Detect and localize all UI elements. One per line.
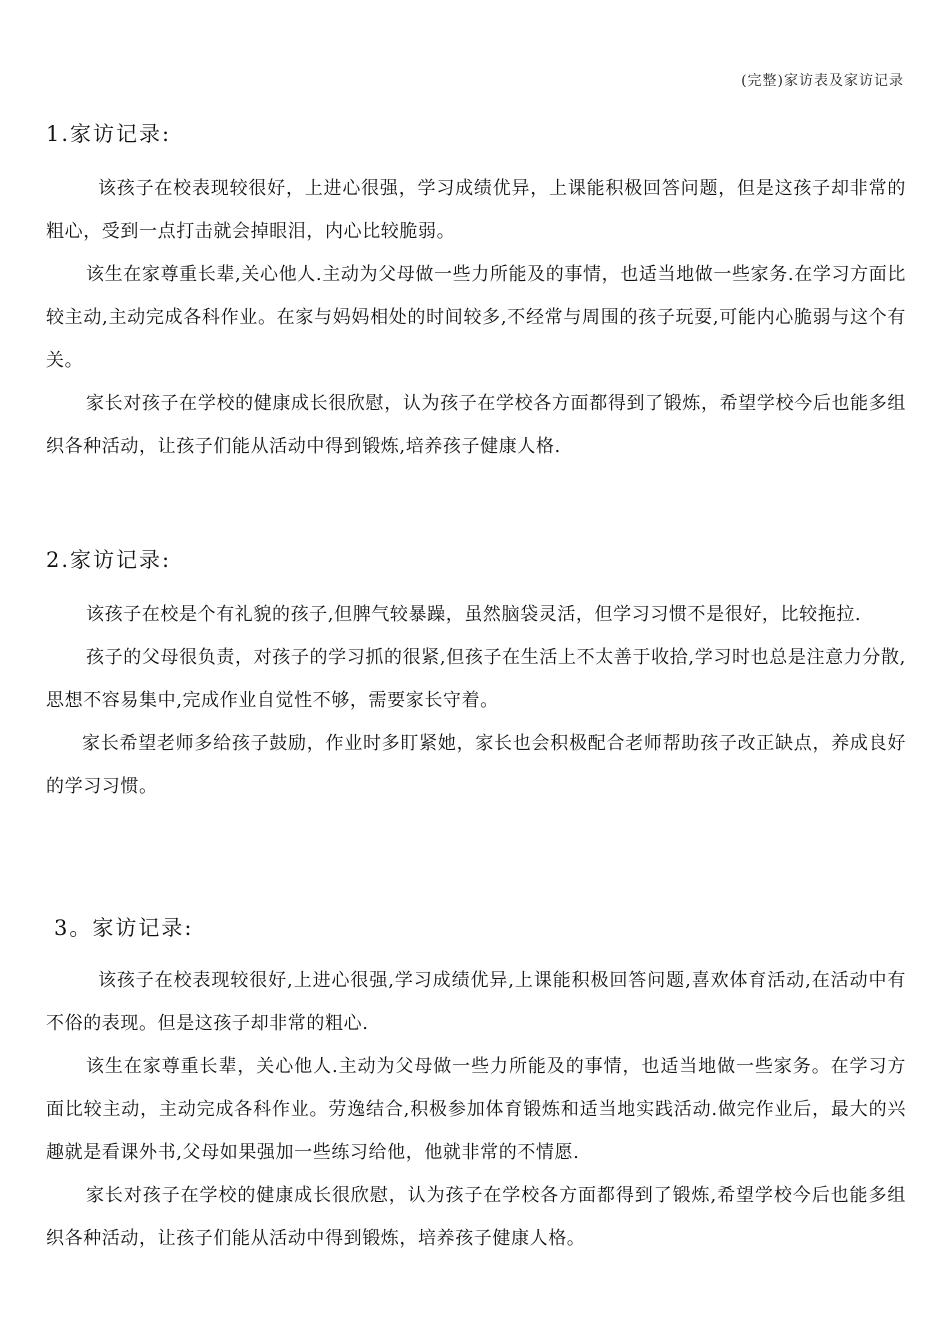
paragraph: 该孩子在校表现较很好，上进心很强，学习成绩优异，上课能积极回答问题，但是这孩子却非常的粗心，受到一点打击就会掉眼泪，内心比较脆弱。	[46, 178, 906, 242]
paragraph: 家长对孩子在学校的健康成长很欣慰，认为孩子在学校各方面都得到了锻炼,希望学校今后也能多组织各种活动，让孩子们能从活动中得到锻炼，培养孩子健康人格。	[46, 1185, 906, 1249]
visit-record-section-2	[46, 545, 906, 808]
paragraph: 家长对孩子在学校的健康成长很欣慰，认为孩子在学校各方面都得到了锻炼，希望学校今后也能多组织各种活动，让孩子们能从活动中得到锻炼,培养孩子健康人格.	[46, 393, 906, 457]
section-heading: 2.家访记录:	[46, 548, 172, 572]
page-header-title: (完整)家访表及家访记录	[741, 73, 904, 89]
paragraph: 孩子的父母很负责，对孩子的学习抓的很紧,但孩子在生活上不太善于收拾,学习时也总是注意力分散,思想不容易集中,完成作业自觉性不够，需要家长守着。	[46, 647, 906, 711]
visit-record-section-1	[46, 119, 906, 468]
paragraph: 该生在家尊重长辈,关心他人.主动为父母做一些力所能及的事情，也适当地做一些家务.在学习方面比较主动,主动完成各科作业。在家与妈妈相处的时间较多,不经常与周围的孩子玩耍,可能内心脆弱与这个有关。	[46, 264, 906, 371]
paragraph: 家长希望老师多给孩子鼓励，作业时多盯紧她，家长也会积极配合老师帮助孩子改正缺点，养成良好的学习习惯。	[46, 733, 906, 797]
paragraph: 该孩子在校表现较很好,上进心很强,学习成绩优异,上课能积极回答问题,喜欢体育活动,在活动中有不俗的表现。但是这孩子却非常的粗心.	[46, 970, 906, 1034]
section-heading: 1.家访记录:	[46, 122, 172, 146]
section-body	[46, 167, 906, 468]
section-body	[46, 593, 906, 808]
section-body	[46, 959, 906, 1260]
visit-record-section-3	[46, 913, 906, 1260]
section-heading: 3。家访记录:	[54, 916, 194, 940]
paragraph: 该孩子在校是个有礼貌的孩子,但脾气较暴躁，虽然脑袋灵活，但学习习惯不是很好，比较拖拉.	[86, 604, 862, 625]
paragraph: 该生在家尊重长辈，关心他人.主动为父母做一些力所能及的事情，也适当地做一些家务。在学习方面比较主动，主动完成各科作业。劳逸结合,积极参加体育锻炼和适当地实践活动.做完作业后，最大的兴趣就是看课外书,父母如果强加一些练习给他，他就非常的不情愿.	[46, 1056, 906, 1163]
